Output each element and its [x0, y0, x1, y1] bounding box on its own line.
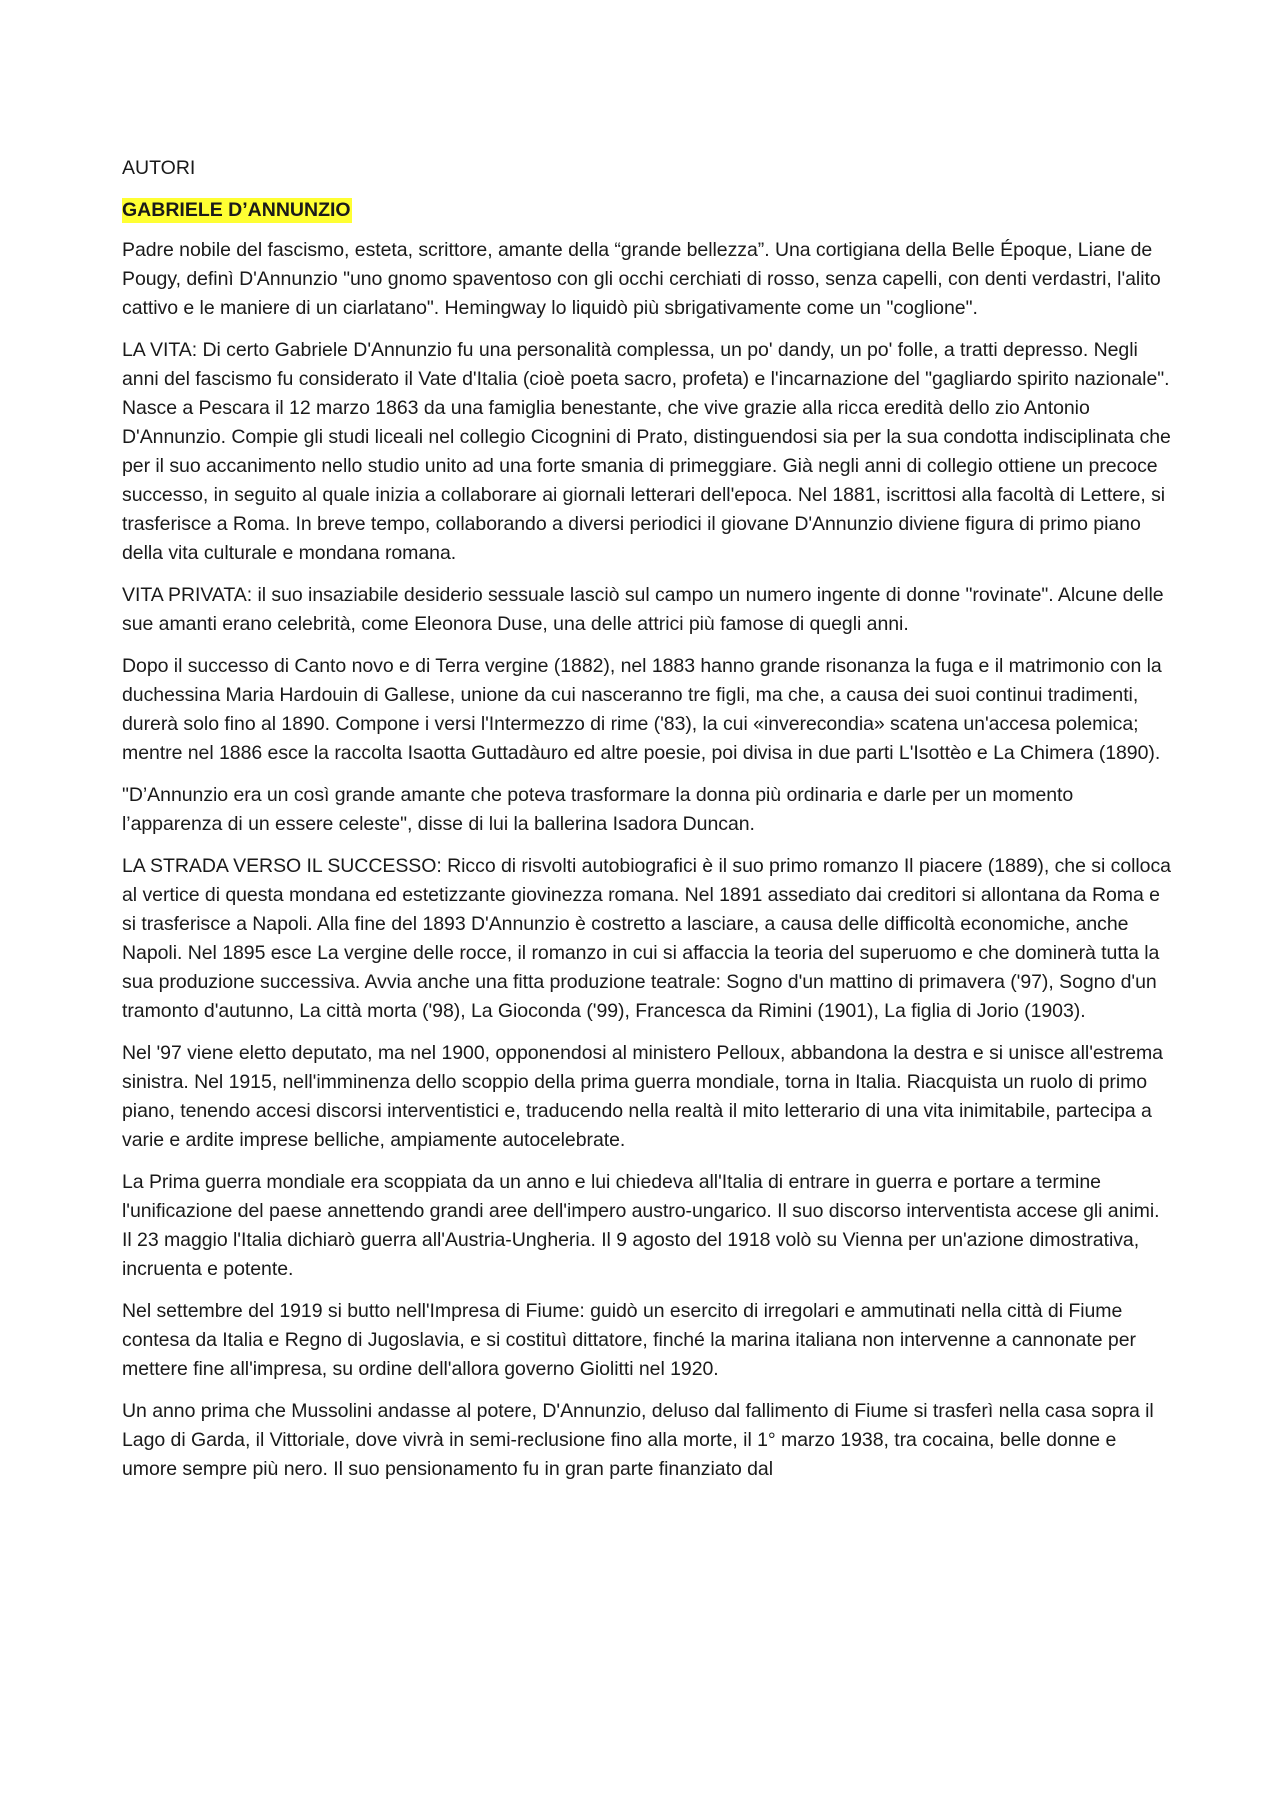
- paragraph-deputato: Nel '97 viene eletto deputato, ma nel 1900, opponendosi al ministero Pelloux, abbandona la destra e si unisce all'estrema sinistra. Nel 1915, nell'imminenza dello scoppio della prima guerra mondiale, torna in Italia. Riacquista un ruolo di primo piano, tenendo accesi discorsi interventistici e, traducendo nella realtà il mito letterario di una vita inimitabile, partecipa a varie e ardite imprese belliche, ampiamente autocelebrate.: [122, 1042, 1163, 1151]
- section-label: AUTORI: [122, 157, 196, 179]
- paragraph-intro: Padre nobile del fascismo, esteta, scrittore, amante della “grande bellezza”. Una cortigiana della Belle Époque, Liane de Pougy, definì D'Annunzio "uno gnomo spaventoso con gli occhi cerchiati di rosso, senza capelli, con denti verdastri, l'alito cattivo e le maniere di un ciarlatano". Hemingway lo liquidò più sbrigativamente come un "coglione".: [122, 239, 1161, 319]
- paragraph-strada-successo: LA STRADA VERSO IL SUCCESSO: Ricco di risvolti autobiografici è il suo primo romanzo Il piacere (1889), che si colloca al vertice di questa mondana ed estetizzante giovinezza romana. Nel 1891 assediato dai creditori si allontana da Roma e si trasferisce a Napoli. Alla fine del 1893 D'Annunzio è costretto a lasciare, a causa delle difficoltà economiche, anche Napoli. Nel 1895 esce La vergine delle rocce, il romanzo in cui si affaccia la teoria del superuomo e che dominerà tutta la sua produzione successiva. Avvia anche una fitta produzione teatrale: Sogno d'un mattino di primavera ('97), Sogno d'un tramonto d'autunno, La città morta ('98), La Gioconda ('99), Francesca da Rimini (1901), La figlia di Jorio (1903).: [122, 855, 1171, 1022]
- page-title: [122, 196, 1174, 225]
- paragraph-prima-guerra: La Prima guerra mondiale era scoppiata da un anno e lui chiedeva all'Italia di entrare in guerra e portare a termine l'unificazione del paese annettendo grandi aree dell'impero austro-ungarico. Il suo discorso interventista accese gli animi. Il 23 maggio l'Italia dichiarò guerra all'Austria-Ungheria. Il 9 agosto del 1918 volò su Vienna per un'azione dimostrativa, incruenta e potente.: [122, 1171, 1160, 1280]
- paragraph-vita-privata: VITA PRIVATA: il suo insaziabile desiderio sessuale lasciò sul campo un numero ingente di donne "rovinate". Alcune delle sue amanti erano celebrità, come Eleonora Duse, una delle attrici più famose di quegli anni.: [122, 584, 1164, 635]
- paragraph-duncan-quote: "D’Annunzio era un così grande amante che poteva trasformare la donna più ordinaria e darle per un momento l’apparenza di un essere celeste", disse di lui la ballerina Isadora Duncan.: [122, 784, 1074, 835]
- paragraph-canto-novo: Dopo il successo di Canto novo e di Terra vergine (1882), nel 1883 hanno grande risonanza la fuga e il matrimonio con la duchessina Maria Hardouin di Gallese, unione da cui nasceranno tre figli, ma che, a causa dei suoi continui tradimenti, durerà solo fino al 1890. Compone i versi l'Intermezzo di rime ('83), la cui «inverecondia» scatena un'accesa polemica; mentre nel 1886 esce la raccolta Isaotta Guttadàuro ed altre poesie, poi divisa in due parti L'Isottèo e La Chimera (1890).: [122, 655, 1162, 764]
- paragraph-fiume: Nel settembre del 1919 si butto nell'Impresa di Fiume: guidò un esercito di irregolari e ammutinati nella città di Fiume contesa da Italia e Regno di Jugoslavia, e si costituì dittatore, finché la marina italiana non intervenne a cannonate per mettere fine all'impresa, su ordine dell'allora governo Giolitti nel 1920.: [122, 1300, 1136, 1380]
- document-page: [122, 154, 1174, 1497]
- highlighted-title: GABRIELE D’ANNUNZIO: [122, 199, 351, 221]
- paragraph-vittoriale: Un anno prima che Mussolini andasse al potere, D'Annunzio, deluso dal fallimento di Fiume si trasferì nella casa sopra il Lago di Garda, il Vittoriale, dove vivrà in semi-reclusione fino alla morte, il 1° marzo 1938, tra cocaina, belle donne e umore sempre più nero. Il suo pensionamento fu in gran parte finanziato dal: [122, 1400, 1154, 1480]
- paragraph-la-vita: LA VITA: Di certo Gabriele D'Annunzio fu una personalità complessa, un po' dandy, un po' folle, a tratti depresso. Negli anni del fascismo fu considerato il Vate d'Italia (cioè poeta sacro, profeta) e l'incarnazione del "gagliardo spirito nazionale". Nasce a Pescara il 12 marzo 1863 da una famiglia benestante, che vive grazie alla ricca eredità dello zio Antonio D'Annunzio. Compie gli studi liceali nel collegio Cicognini di Prato, distinguendosi sia per la sua condotta indisciplinata che per il suo accanimento nello studio unito ad una forte smania di primeggiare. Già negli anni di collegio ottiene un precoce successo, in seguito al quale inizia a collaborare ai giornali letterari dell'epoca. Nel 1881, iscrittosi alla facoltà di Lettere, si trasferisce a Roma. In breve tempo, collaborando a diversi periodici il giovane D'Annunzio diviene figura di primo piano della vita culturale e mondana romana.: [122, 339, 1171, 564]
